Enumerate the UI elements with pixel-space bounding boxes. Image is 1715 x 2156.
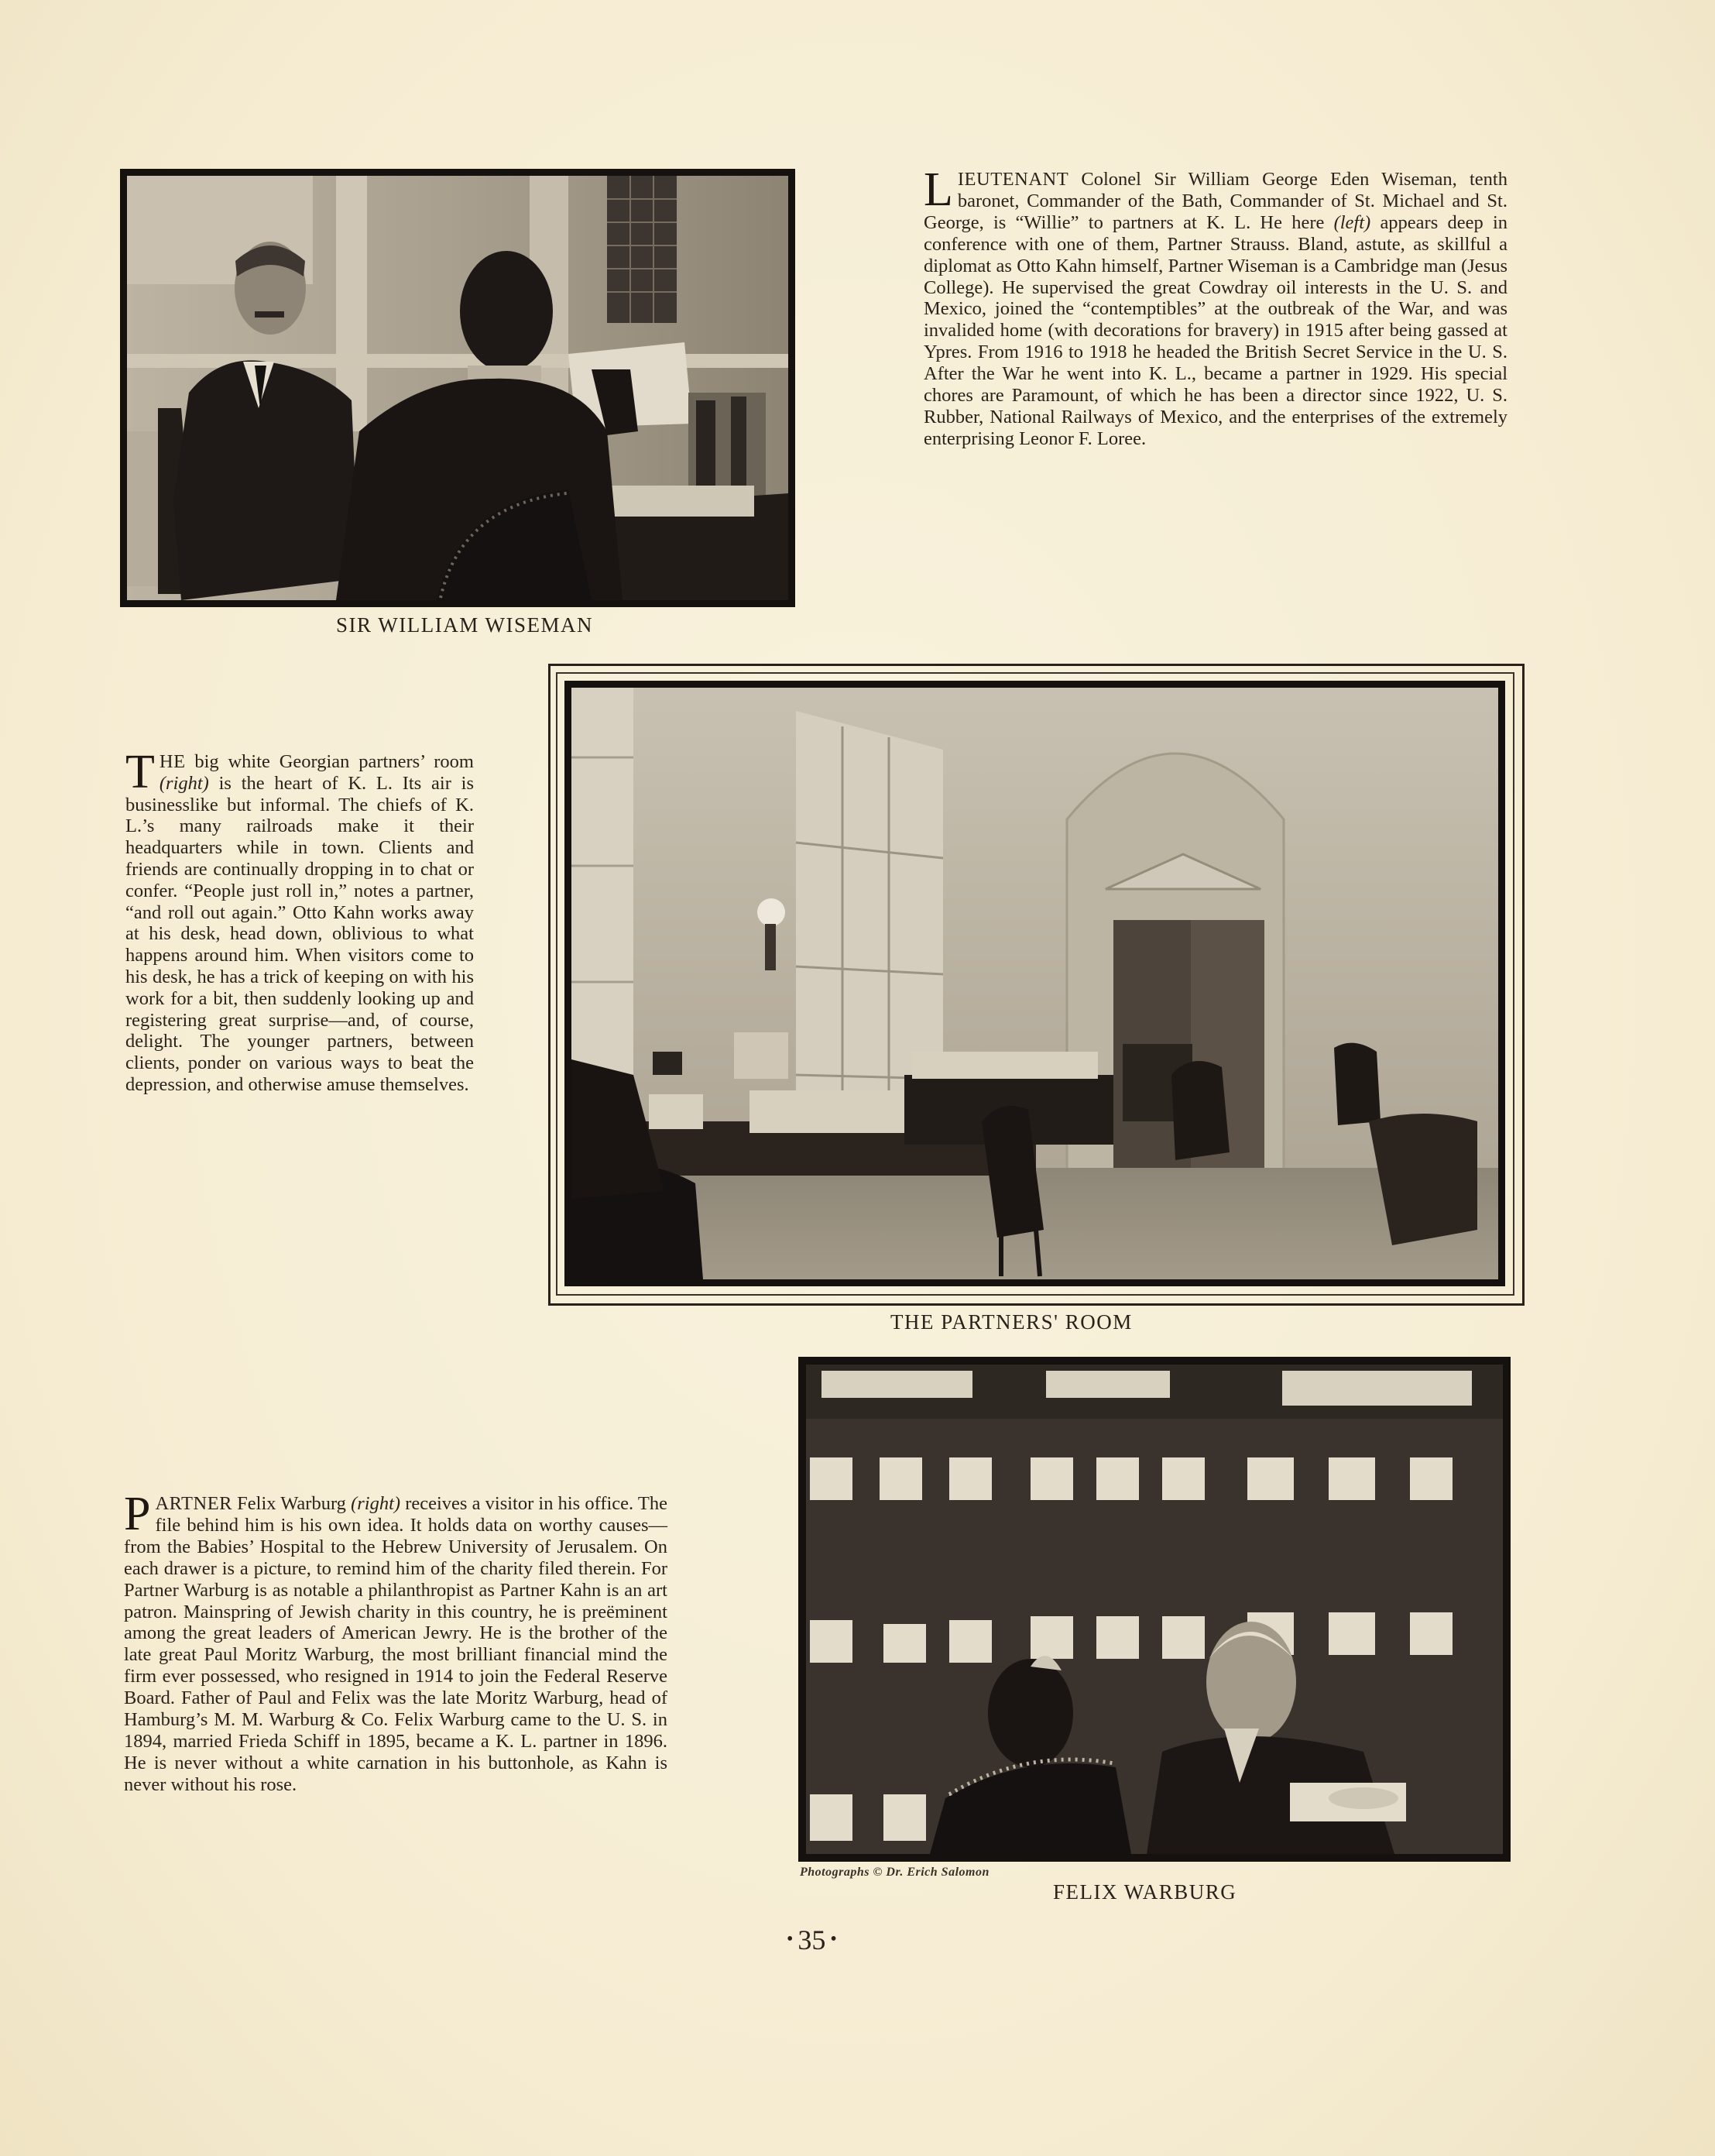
wiseman-photo-illustration — [127, 176, 788, 600]
photo-caption-wiseman: SIR WILLIAM WISEMAN — [336, 613, 593, 637]
photo-warburg — [798, 1357, 1511, 1862]
bullet-icon: • — [830, 1929, 837, 1949]
article-text-continued: receives a visitor in his office. The file behind him is his own idea. It holds data on worthy causes—from the Babies’ Hospital to the Hebrew University of Jerusalem. On each drawer is a picture, to remind him of the charity filed therein. For Partner Warburg is as notable a philanthropist as Partner Kahn is an art patron. Mainspring of Jewish charity in this country, he is preëminent among the great leaders of American Jewry. He is the brother of the late great Paul Moritz Warburg, the most brilliant financial mind the firm ever possessed, who resigned in 1914 to join the Federal Reserve Board. Father of Paul and Felix was the late Moritz Warburg, head of Hamburg’s M. M. Warburg & Co. Felix Warburg came to the U. S. in 1894, married Frieda Schiff in 1895, became a K. L. partner in 1896. He is never without a white carnation in his buttonhole, as Kahn is never without his rose. — [124, 1493, 667, 1795]
article-text-continued: appears deep in conference with one of them, Partner Strauss. Bland, astute, as skillful a diplomat as Otto Kahn himself, Partner Wiseman is a Cambridge man (Jesus College). He supervised the great Cowdray oil interests in the U. S. and Mexico, joined the “contemptibles” at the outbreak of the War, and was invalided home (with decorations for bravery) in 1915 after being gassed at Ypres. From 1916 to 1918 he headed the British Secret Service in the U. S. After the War he went into K. L., became a partner in 1929. His special chores are Paramount, of which he has been a director since 1922, U. S. Rubber, National Railways of Mexico, and the enterprises of the extremely enterprising Leonor F. Loree. — [924, 211, 1507, 449]
photo-wiseman — [120, 169, 795, 607]
lead-word: IEUTENANT — [957, 169, 1069, 190]
photo-partners-room — [564, 681, 1505, 1286]
article-text: big white Georgian partners’ room — [185, 751, 474, 772]
dropcap-p: P — [124, 1488, 151, 1540]
warburg-photo-illustration — [806, 1365, 1503, 1854]
article-text: Colonel Sir William George Eden Wiseman, tenth baronet, Commander of the Bath, Commander of St. Michael and St. George, is “Willie” to partners at K. L. He here — [924, 169, 1507, 233]
article-warburg — [124, 1488, 667, 1796]
article-partners-room — [125, 746, 474, 1096]
dropcap-l: L — [924, 163, 953, 216]
bullet-icon: • — [787, 1929, 794, 1949]
article-italic: (left) — [1333, 211, 1371, 233]
photo-caption-warburg: FELIX WARBURG — [1053, 1880, 1237, 1904]
lead-word: HE — [159, 751, 186, 772]
article-italic: (right) — [351, 1493, 401, 1514]
lead-word: ARTNER — [155, 1493, 233, 1514]
article-wiseman — [924, 163, 1507, 450]
article-text-continued: is the heart of K. L. Its air is businesslike but informal. The chiefs of K. L.’s many railroads make it their headquarters while in town. Clients and friends are continually dropping in to chat or confer. “People just roll in,” notes a partner, “and roll out again.” Otto Kahn works away at his desk, head down, oblivious to what happens around him. When visitors come to his desk, he has a trick of keeping on with his work for a bit, then suddenly looking up and registering great surprise—and, of course, delight. The younger partners, between clients, ponder on various ways to beat the depression, and otherwise amuse themselves. — [125, 772, 474, 1095]
dropcap-t: T — [125, 746, 155, 798]
photo-credit: Photographs © Dr. Erich Salomon — [800, 1866, 990, 1879]
article-italic: (right) — [159, 772, 209, 794]
photo-caption-partners-room: THE PARTNERS' ROOM — [890, 1310, 1133, 1334]
page-number — [782, 1924, 842, 1956]
partners-room-photo-illustration — [571, 688, 1498, 1279]
page-number-value: 35 — [797, 1924, 826, 1955]
article-text: Felix Warburg — [232, 1493, 352, 1514]
